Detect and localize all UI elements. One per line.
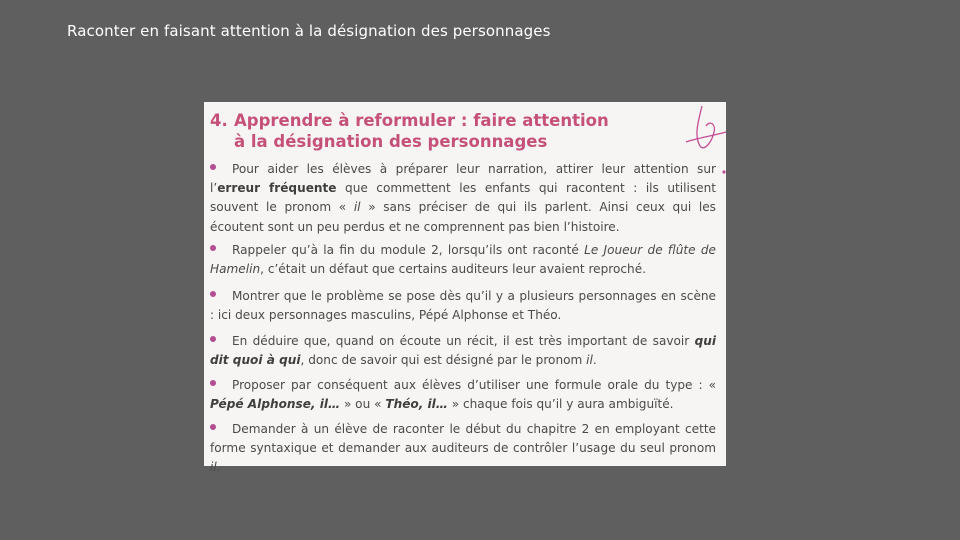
- heading-line-1: Apprendre à reformuler : faire attention: [234, 111, 609, 130]
- list-item: Rappeler qu’à la fin du module 2, lorsqu’ils ont raconté Le Joueur de flûte de Hamelin, c’était un défaut que certains auditeurs leur avaient reproché.: [210, 243, 716, 277]
- list-item: Proposer par conséquent aux élèves d’utiliser une formule orale du type : « Pépé Alphonse, il… » ou « Théo, il… » chaque fois qu’il y aura ambiguïté.: [210, 378, 716, 412]
- heading-line-2: à la désignation des personnages: [234, 132, 548, 151]
- scanned-page-image: [204, 102, 726, 475]
- bullet-icon: [210, 245, 216, 251]
- bullet-icon: [210, 424, 216, 430]
- bullet-icon: [210, 164, 216, 170]
- bullet-icon: [210, 336, 216, 342]
- section-heading: [210, 110, 680, 152]
- bullet-icon: [210, 291, 216, 297]
- list-item: Pour aider les élèves à préparer leur narration, attirer leur attention sur l’erreur fréquente que commettent les enfants qui racontent : ils utilisent souvent le pronom « il » sans préciser de qui ils parlent. Ainsi ceux qui les écoutent sont un peu perdus et ne comprennent pas bien l’histoire.: [210, 162, 716, 234]
- slide-title: Raconter en faisant attention à la désignation des personnages: [67, 22, 551, 40]
- bullet-icon: [210, 380, 216, 386]
- section-number: 4.: [210, 111, 228, 130]
- list-item: Montrer que le problème se pose dès qu’il y a plusieurs personnages en scène : ici deux personnages masculins, Pépé Alphonse et Théo.: [210, 289, 716, 323]
- list-item: Demander à un élève de raconter le début du chapitre 2 en employant cette forme syntaxique et demander aux auditeurs de contrôler l’usage du seul pronom il.: [210, 422, 716, 475]
- list-item: En déduire que, quand on écoute un récit, il est très important de savoir qui dit quoi à qui, donc de savoir qui est désigné par le pronom il.: [210, 334, 716, 368]
